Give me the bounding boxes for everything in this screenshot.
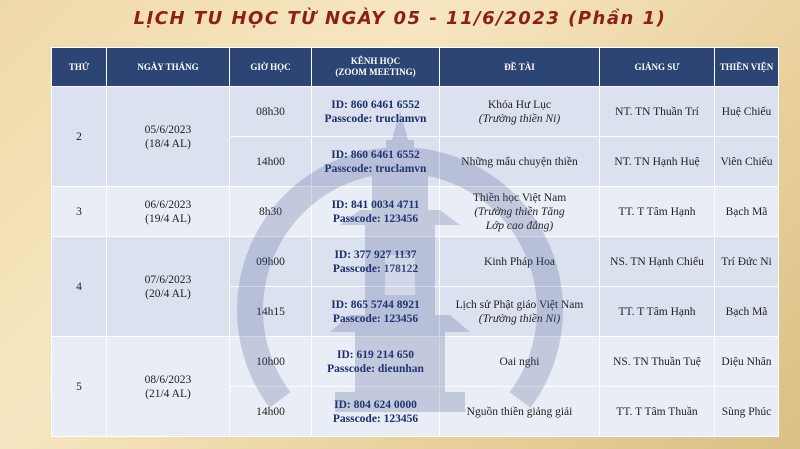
cell-teacher: NT. TN Hạnh Huệ (600, 137, 715, 187)
cell-teacher: NT. TN Thuần Trí (600, 87, 715, 137)
header-gio-hoc: GIỜ HỌC (230, 48, 312, 87)
cell-date: 06/6/2023 (19/4 AL) (107, 187, 230, 237)
cell-thu: 2 (52, 87, 107, 187)
cell-topic: Lịch sử Phật giáo Việt Nam (Trường thiền Ni) (440, 287, 600, 337)
schedule-table (51, 47, 779, 437)
cell-topic: Kinh Pháp Hoa (440, 237, 600, 287)
cell-zoom: ID: 860 6461 6552 Passcode: truclamvn (312, 137, 440, 187)
cell-time: 14h15 (230, 287, 312, 337)
header-thu: THỨ (52, 48, 107, 87)
cell-thu: 4 (52, 237, 107, 337)
table-row (52, 87, 779, 137)
cell-monastery: Diệu Nhân (715, 337, 779, 387)
cell-time: 10h00 (230, 337, 312, 387)
cell-topic: Những mẩu chuyện thiền (440, 137, 600, 187)
cell-monastery: Bạch Mã (715, 187, 779, 237)
cell-time: 08h30 (230, 87, 312, 137)
table-row (52, 337, 779, 387)
cell-topic: Oai nghi (440, 337, 600, 387)
cell-thu: 3 (52, 187, 107, 237)
cell-monastery: Trí Đức Ni (715, 237, 779, 287)
cell-teacher: TT. T Tâm Hạnh (600, 187, 715, 237)
table-row (52, 237, 779, 287)
cell-topic: Nguồn thiền giảng giải (440, 387, 600, 437)
cell-zoom: ID: 804 624 0000 Passcode: 123456 (312, 387, 440, 437)
header-thien-vien: THIỀN VIỆN (715, 48, 779, 87)
cell-zoom: ID: 377 927 1137 Passcode: 178122 (312, 237, 440, 287)
cell-date: 07/6/2023 (20/4 AL) (107, 237, 230, 337)
page-title: LỊCH TU HỌC TỪ NGÀY 05 - 11/6/2023 (Phần 1) (133, 8, 667, 29)
cell-teacher: NS. TN Hạnh Chiếu (600, 237, 715, 287)
cell-date: 05/6/2023 (18/4 AL) (107, 87, 230, 187)
cell-thu: 5 (52, 337, 107, 437)
cell-time: 8h30 (230, 187, 312, 237)
cell-teacher: TT. T Tâm Thuần (600, 387, 715, 437)
header-kenh-hoc: KÊNH HỌC (ZOOM MEETING) (312, 48, 440, 87)
table-header-row (52, 48, 779, 87)
cell-zoom: ID: 619 214 650 Passcode: dieunhan (312, 337, 440, 387)
table-row (52, 187, 779, 237)
cell-date: 08/6/2023 (21/4 AL) (107, 337, 230, 437)
header-ngay-thang: NGÀY THÁNG (107, 48, 230, 87)
cell-time: 14h00 (230, 387, 312, 437)
cell-zoom: ID: 860 6461 6552 Passcode: truclamvn (312, 87, 440, 137)
cell-monastery: Bạch Mã (715, 287, 779, 337)
header-de-tai: ĐỀ TÀI (440, 48, 600, 87)
cell-teacher: TT. T Tâm Hạnh (600, 287, 715, 337)
cell-monastery: Huệ Chiếu (715, 87, 779, 137)
cell-topic: Thiền học Việt Nam (Trường thiền Tăng Lớp cao đẳng) (440, 187, 600, 237)
cell-monastery: Viên Chiếu (715, 137, 779, 187)
cell-monastery: Sùng Phúc (715, 387, 779, 437)
cell-teacher: NS. TN Thuần Tuệ (600, 337, 715, 387)
cell-topic: Khóa Hư Lục (Trường thiền Ni) (440, 87, 600, 137)
header-giang-su: GIẢNG SƯ (600, 48, 715, 87)
cell-zoom: ID: 865 5744 8921 Passcode: 123456 (312, 287, 440, 337)
cell-time: 14h00 (230, 137, 312, 187)
cell-zoom: ID: 841 0034 4711 Passcode: 123456 (312, 187, 440, 237)
cell-time: 09h00 (230, 237, 312, 287)
